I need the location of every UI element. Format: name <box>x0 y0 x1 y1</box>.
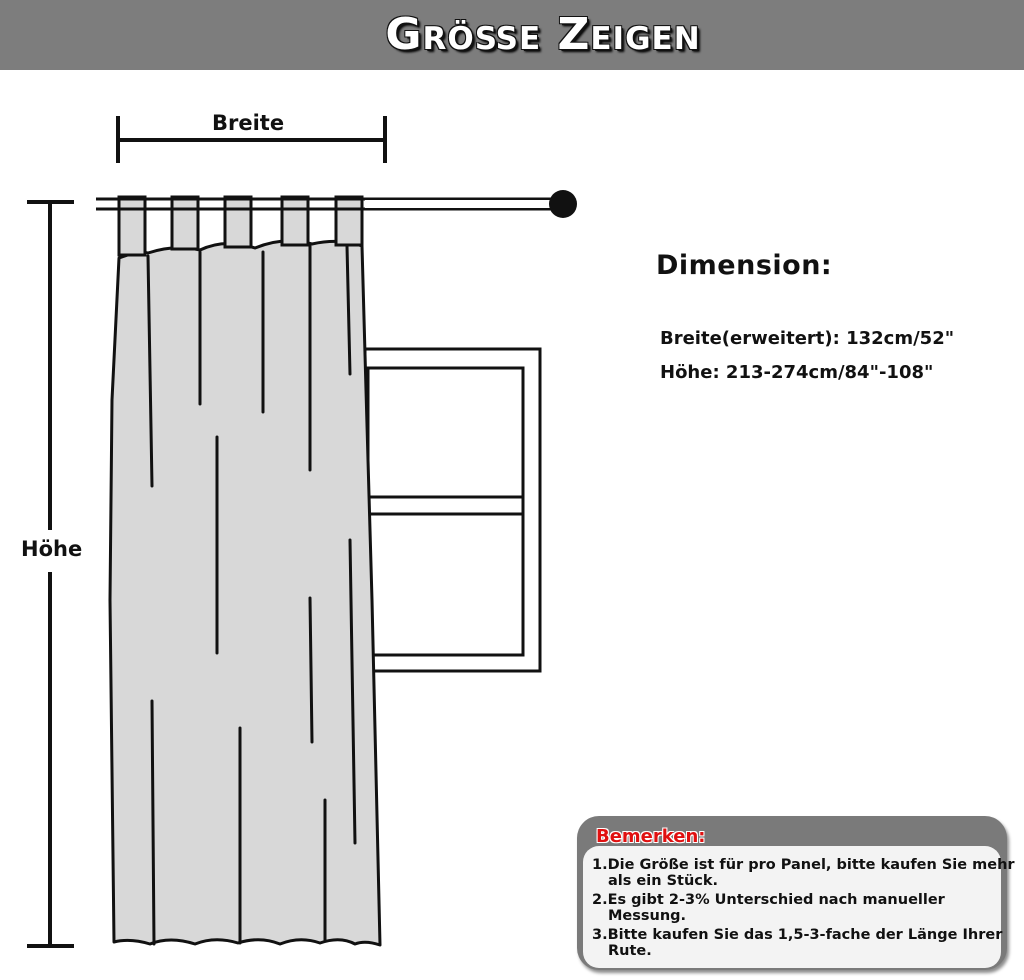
note-item: 1.Die Größe ist für pro Panel, bitte kaufen Sie mehr als ein Stück. <box>592 857 1015 889</box>
curtain-tab <box>225 197 251 247</box>
notes-title: Bemerken: <box>596 826 706 847</box>
dimension-height: Höhe: 213-274cm/84"-108" <box>660 362 934 383</box>
rod-finial <box>549 190 577 218</box>
height-label: Höhe <box>21 537 83 561</box>
curtain-tab <box>172 197 198 249</box>
curtain-tab <box>119 197 145 255</box>
note-item: 2.Es gibt 2-3% Unterschied nach manueller Messung. <box>592 892 945 924</box>
width-label: Breite <box>212 111 285 135</box>
window-illustration <box>365 349 540 671</box>
curtain-tab <box>282 197 308 245</box>
curtain-panel <box>96 197 380 945</box>
curtain-tab <box>336 197 362 245</box>
note-item: 3.Bitte kaufen Sie das 1,5-3-fache der Länge Ihrer Rute. <box>592 927 1003 959</box>
page-title: Größe Zeigen <box>385 9 701 60</box>
dimension-width: Breite(erweitert): 132cm/52" <box>660 328 955 349</box>
dimension-heading: Dimension: <box>656 250 833 281</box>
height-dimension-bracket <box>27 202 74 946</box>
